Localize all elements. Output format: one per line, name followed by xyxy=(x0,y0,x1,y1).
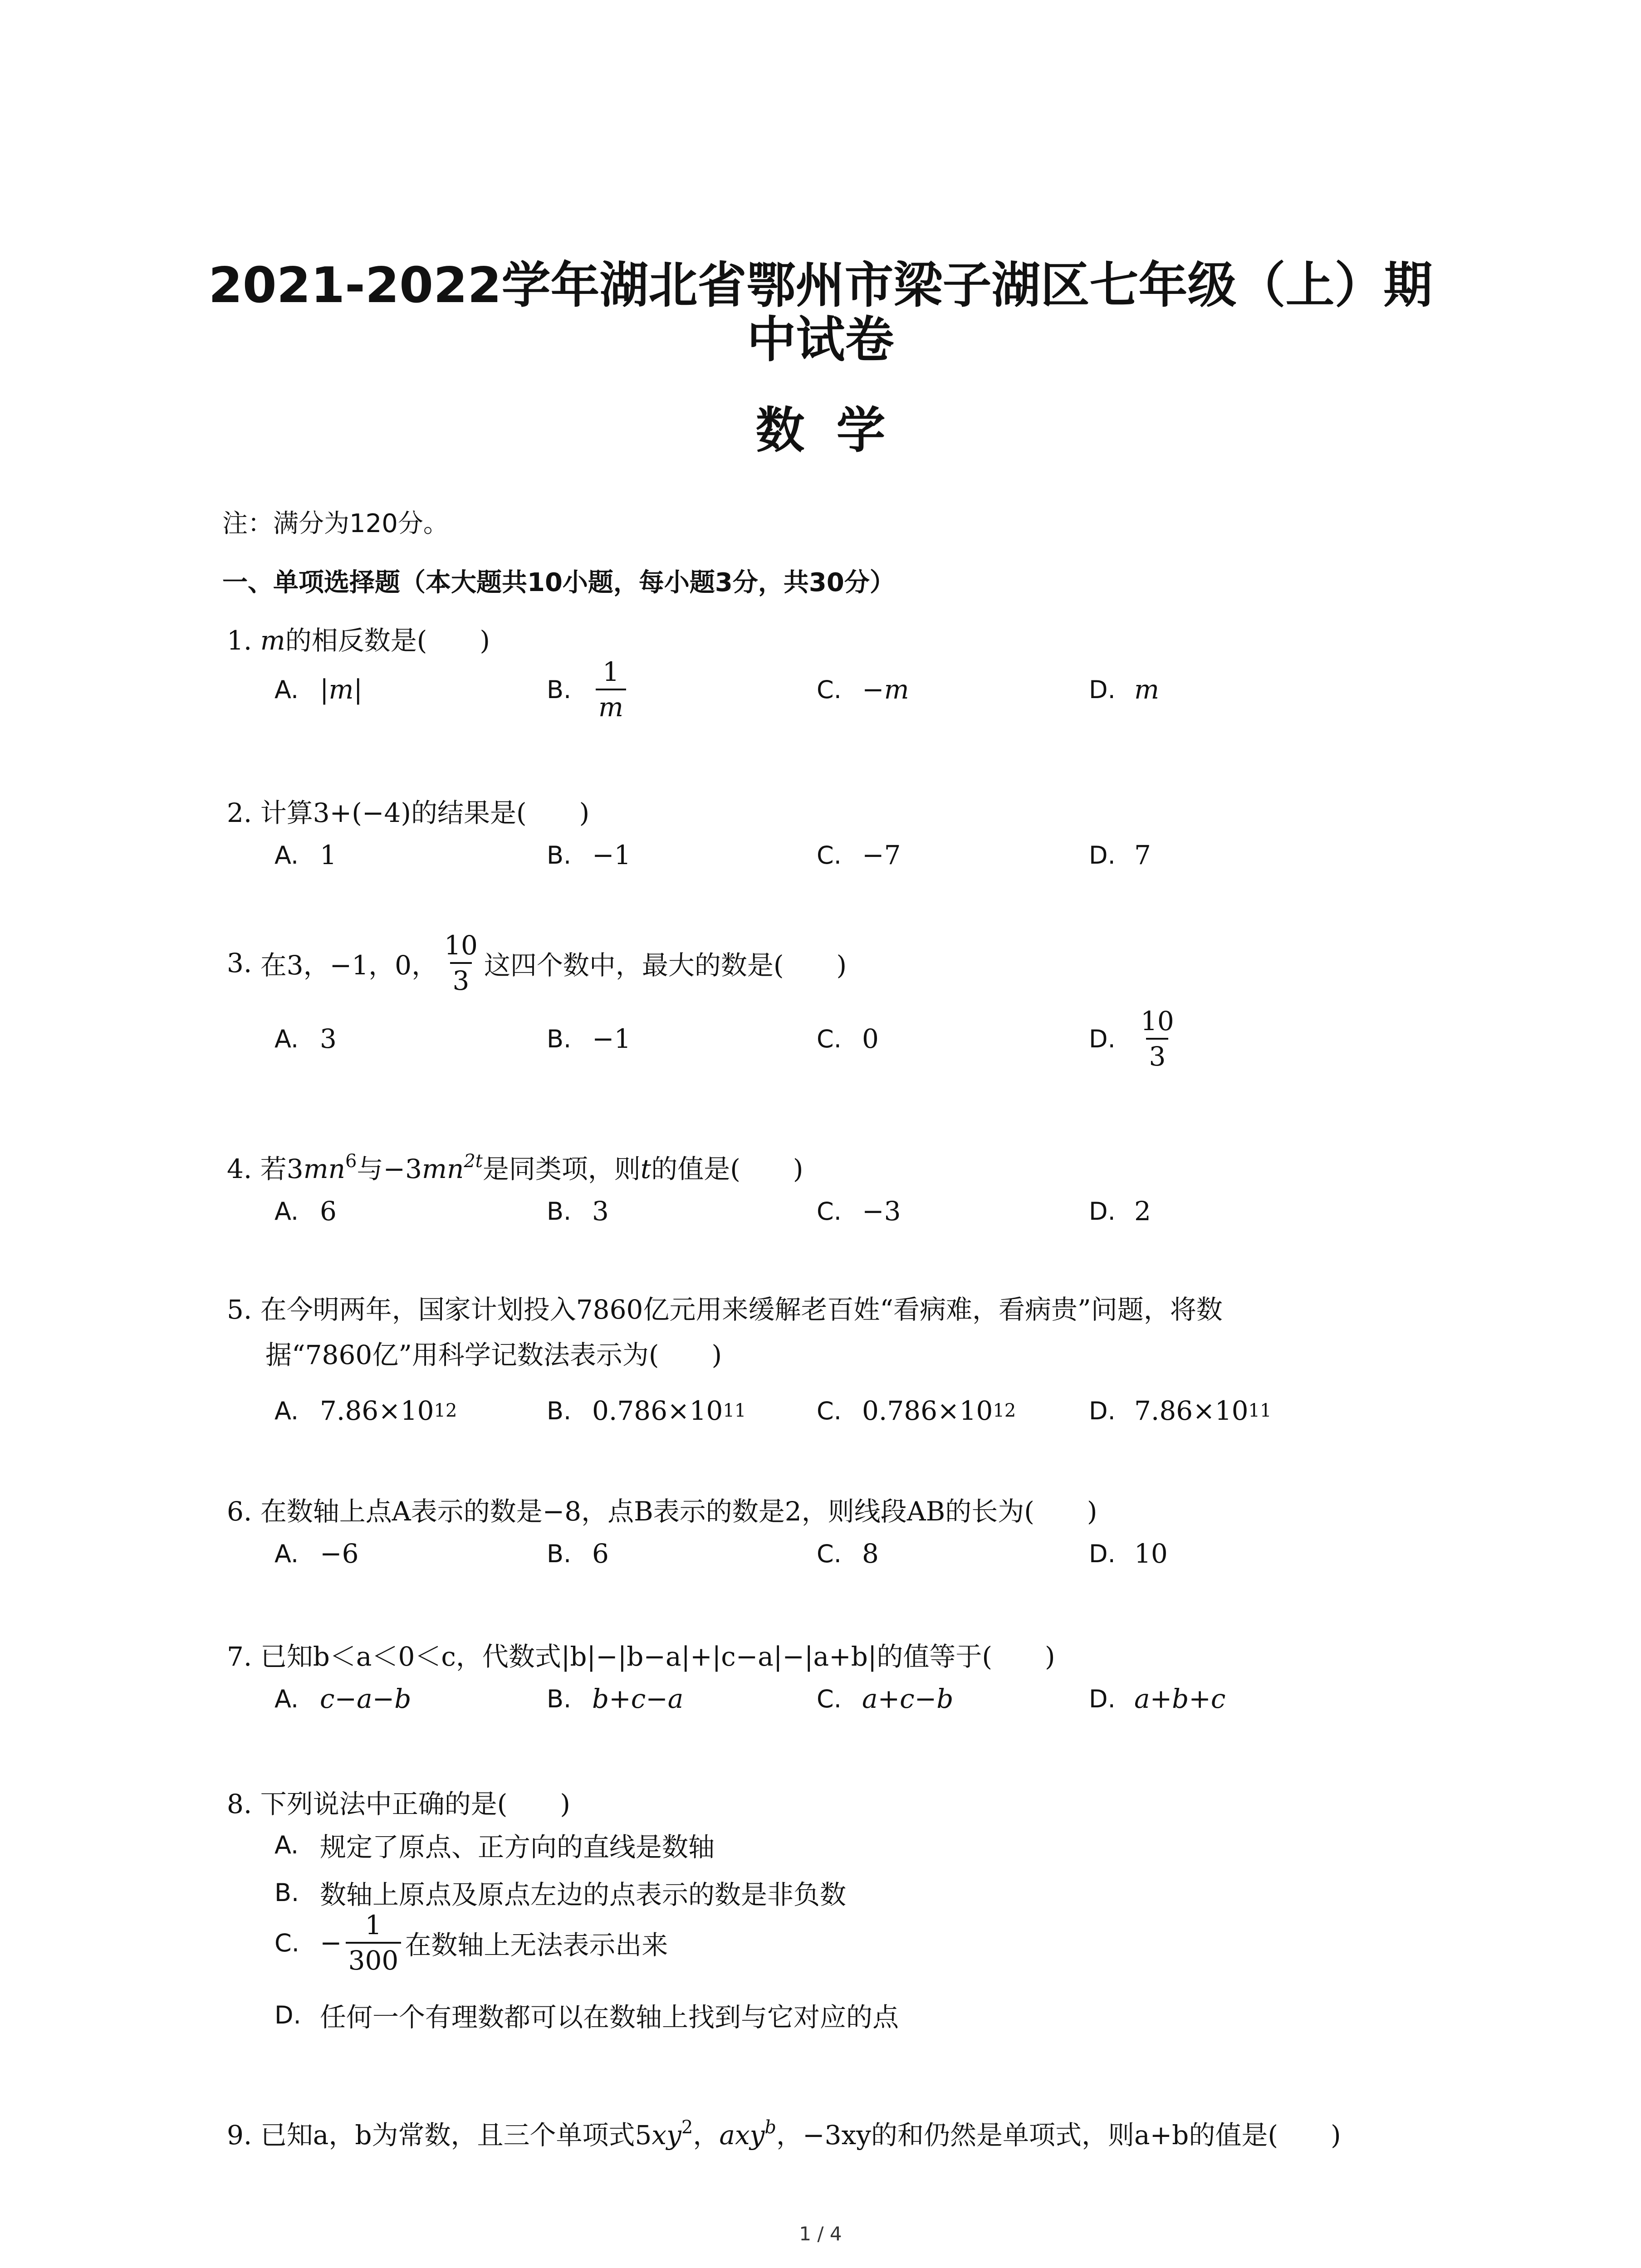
question-5-line-2: 据“7860亿”用科学记数法表示为( ) xyxy=(265,1339,722,1370)
question-4: 4. 若$3mn^6$与$-3mn^{2t}$是同类项，则t的值是( ) xyxy=(227,1151,803,1184)
question-8: 8. 下列说法中正确的是( ) xyxy=(227,1789,571,1819)
option-b: B. 6 xyxy=(547,1538,609,1569)
option-d: D. 10 xyxy=(1089,1538,1168,1569)
option-d: D. 7.86×10 11 xyxy=(1089,1395,1272,1426)
question-4-options xyxy=(0,1179,1641,1243)
question-2-options xyxy=(0,823,1641,887)
option-a: A. 1 xyxy=(274,840,337,870)
option-c: C. 0.786×10 12 xyxy=(817,1395,1016,1426)
option-c: C. 0 xyxy=(817,1023,879,1054)
question-6-options xyxy=(0,1522,1641,1585)
question-1: 1. m的相反数是( ) xyxy=(227,625,490,656)
question-8-option-c: C. − $\frac{1}{300}$ 在数轴上无法表示出来 xyxy=(274,1910,668,1976)
option-b: B. $\frac{1}{m}$ xyxy=(547,658,630,721)
question-2: 2. 计算3+(−4)的结果是( ) xyxy=(227,797,590,828)
subject-title: 数学 xyxy=(755,402,917,459)
option-a: A. 3 xyxy=(274,1023,337,1054)
option-c: C. −3 xyxy=(817,1196,901,1227)
question-8-option-d: D. 任何一个有理数都可以在数轴上找到与它对应的点 xyxy=(274,2000,899,2033)
title-line-2: 中试卷 xyxy=(747,312,894,368)
option-c: C. 8 xyxy=(817,1538,879,1569)
option-c: C. −m xyxy=(817,674,909,705)
option-a: A. 6 xyxy=(274,1196,337,1227)
title-line-1: 2021-2022学年湖北省鄂州市梁子湖区七年级（上）期 xyxy=(208,257,1433,314)
fraction: $\frac{10}{3}$ xyxy=(1141,1006,1174,1072)
question-3: 3. 在3，−1，0， $\frac{10}{3}$ 这四个数中，最大的数是( ) xyxy=(227,930,847,996)
option-b: B. b+c−a xyxy=(547,1683,684,1714)
question-6: 6. 在数轴上点A表示的数是−8，点B表示的数是2，则线段AB的长为( ) xyxy=(227,1496,1097,1527)
question-3-options xyxy=(0,1007,1641,1070)
option-d: D. a+b+c xyxy=(1089,1683,1226,1714)
option-a: A. c−a−b xyxy=(274,1683,411,1714)
fraction: $\frac{1}{300}$ xyxy=(346,1912,402,1974)
option-b: B. −1 xyxy=(547,1023,631,1054)
option-a: A. |m| xyxy=(274,674,363,705)
question-5-options xyxy=(0,1379,1641,1442)
option-c: C. −7 xyxy=(817,840,901,870)
question-1-options xyxy=(0,658,1641,721)
question-5: 5. 在今明两年，国家计划投入7860亿元用来缓解老百姓“看病难，看病贵”问题，将数 xyxy=(227,1294,1223,1325)
option-a: A. −6 xyxy=(274,1538,359,1569)
option-c: C. a+c−b xyxy=(817,1683,954,1714)
option-b: B. 0.786×10 11 xyxy=(547,1395,746,1426)
option-d: D. 2 xyxy=(1089,1196,1151,1227)
fraction: $\frac{1}{m}$ xyxy=(596,659,626,720)
option-d: D. m xyxy=(1089,674,1159,705)
option-d: D. 7 xyxy=(1089,840,1151,870)
score-note: 注：满分为120分。 xyxy=(222,509,449,538)
question-7: 7. 已知b＜a＜0＜c，代数式|b|−|b−a|+|c−a|−|a+b|的值等于( ) xyxy=(227,1641,1055,1672)
option-a: A. 7.86×10 12 xyxy=(274,1395,457,1426)
question-9: 9. 已知a，b为常数，且三个单项式$5xy^2$，axy$^b$，−3xy的和仍然是单项式，则a+b的值是( ) xyxy=(227,2117,1341,2151)
option-d: D. $\frac{10}{3}$ xyxy=(1089,1007,1181,1070)
section-heading: 一、单项选择题（本大题共10小题，每小题3分，共30分） xyxy=(222,568,895,597)
question-8-option-a: A. 规定了原点、正方向的直线是数轴 xyxy=(274,1830,715,1862)
fraction: $\frac{10}{3}$ xyxy=(444,930,478,996)
option-b: B. −1 xyxy=(547,840,631,870)
question-8-option-b: B. 数轴上原点及原点左边的点表示的数是非负数 xyxy=(274,1878,847,1910)
question-7-options xyxy=(0,1667,1641,1730)
option-b: B. 3 xyxy=(547,1196,609,1227)
page-number: 1 / 4 xyxy=(799,2223,842,2245)
